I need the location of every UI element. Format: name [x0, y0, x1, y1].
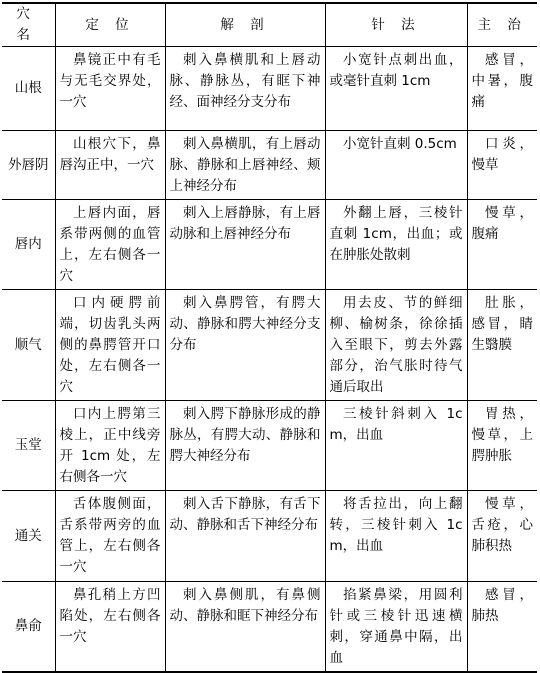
point-location: 口内硬腭前端，切齿乳头两侧的鼻腭管开口处，左右侧各一穴	[55, 290, 165, 401]
point-anatomy: 刺入鼻腭管，有腭大动、静脉和腭大神经分支分布	[165, 290, 325, 401]
point-location: 山根穴下，鼻唇沟正中，一穴	[55, 131, 165, 200]
header-location: 定 位	[55, 3, 165, 47]
point-anatomy: 刺入腭下静脉形成的静脉丛，有腭大动、静脉和腭大神经分布	[165, 401, 325, 491]
point-needling: 三棱针斜刺入 1cm，出血	[325, 401, 467, 491]
table-row	[2, 491, 537, 582]
point-name: 鼻俞	[2, 582, 55, 673]
point-needling: 用去皮、节的鲜细柳、榆树条，徐徐插入至眼下，剪去外露部分，治气胀时待气通后取出	[325, 290, 467, 401]
table-row	[2, 582, 537, 673]
point-name: 顺气	[2, 290, 55, 401]
header-anatomy: 解 剖	[165, 3, 325, 47]
header-needling: 针 法	[325, 3, 467, 47]
point-location: 口内上腭第三棱上，正中线旁开 1cm 处，左右侧各一穴	[55, 401, 165, 491]
point-indication: 肚胀，感冒，睛生翳膜	[467, 290, 537, 401]
point-anatomy: 刺入鼻横肌和上唇动脉、静脉丛，有眶下神经、面神经分支分布	[165, 47, 325, 131]
point-anatomy: 刺入上唇静脉，有上唇动脉和上唇神经分布	[165, 200, 325, 290]
point-name: 唇内	[2, 200, 55, 290]
point-location: 上唇内面，唇系带两侧的血管上，左右侧各一穴	[55, 200, 165, 290]
point-needling: 将舌拉出，向上翻转，三棱针刺入 1cm，出血	[325, 491, 467, 582]
point-name: 通关	[2, 491, 55, 582]
header-name: 穴 名	[2, 3, 55, 47]
acupoint-table	[2, 2, 537, 673]
table-row	[2, 47, 537, 131]
table-row	[2, 401, 537, 491]
point-indication: 胃热，慢草，上腭肿胀	[467, 401, 537, 491]
point-location: 舌体腹侧面，舌系带两旁的血管上，左右侧各一穴	[55, 491, 165, 582]
point-indication: 口炎，慢草	[467, 131, 537, 200]
point-needling: 掐紧鼻梁，用圆利针或三棱针迅速横刺，穿通鼻中隔，出血	[325, 582, 467, 673]
point-needling: 外翻上唇，三棱针直刺 1cm，出血；或在肿胀处散刺	[325, 200, 467, 290]
point-needling: 小宽针点刺出血，或毫针直刺 1cm	[325, 47, 467, 131]
point-indication: 慢草，舌疮，心肺积热	[467, 491, 537, 582]
table-row	[2, 131, 537, 200]
point-anatomy: 刺入鼻侧肌，有鼻侧动、静脉和眶下神经分布	[165, 582, 325, 673]
point-location: 鼻镜正中有毛与无毛交界处，一穴	[55, 47, 165, 131]
point-indication: 慢草，腹痛	[467, 200, 537, 290]
point-location: 鼻孔稍上方凹陷处，左右侧各一穴	[55, 582, 165, 673]
point-indication: 感冒，中暑，腹痛	[467, 47, 537, 131]
point-indication: 感冒，肺热	[467, 582, 537, 673]
point-name: 山根	[2, 47, 55, 131]
point-anatomy: 刺入鼻横肌，有上唇动脉、静脉和上唇神经、颊上神经分布	[165, 131, 325, 200]
point-name: 外唇阴	[2, 131, 55, 200]
point-anatomy: 刺入舌下静脉，有舌下动、静脉和舌下神经分布	[165, 491, 325, 582]
header-row	[2, 3, 537, 47]
point-name: 玉堂	[2, 401, 55, 491]
point-needling: 小宽针直刺 0.5cm	[325, 131, 467, 200]
header-indication: 主 治	[467, 3, 537, 47]
table-row	[2, 200, 537, 290]
table-row	[2, 290, 537, 401]
